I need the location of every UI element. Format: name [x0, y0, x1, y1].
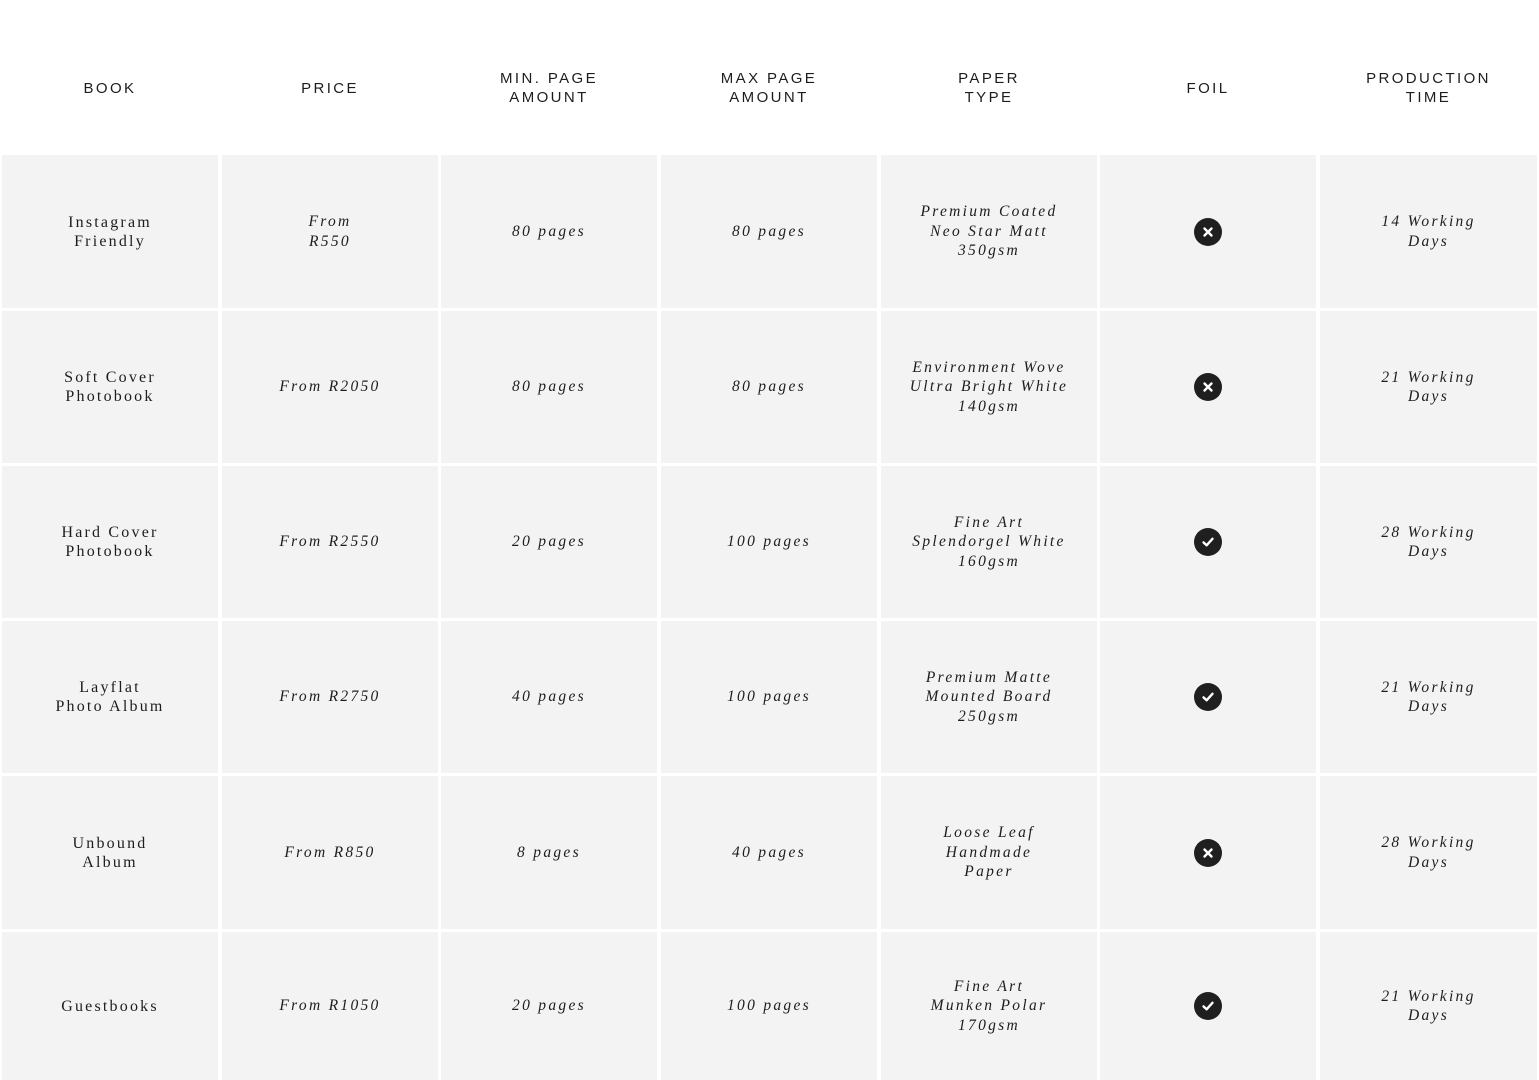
header-production-time: PRODUCTION TIME — [1366, 70, 1491, 106]
paper-type-cell — [881, 932, 1097, 1080]
min-pages: 8 pages — [517, 843, 581, 861]
foil-cell — [1100, 776, 1316, 929]
table-row — [0, 776, 1539, 929]
paper-type-cell — [881, 155, 1097, 308]
price: From R2050 — [279, 378, 381, 396]
production-time-cell — [1320, 776, 1537, 929]
paper-type: Premium Coated Neo Star Matt 350gsm — [920, 203, 1058, 260]
min-pages: 80 pages — [512, 222, 586, 240]
price-cell — [222, 776, 438, 929]
production-time: 28 Working Days — [1381, 834, 1476, 871]
production-time: 21 Working Days — [1381, 987, 1476, 1024]
table-row — [0, 155, 1539, 308]
foil-cell — [1100, 466, 1316, 618]
book-name-cell — [2, 776, 218, 929]
paper-type-cell — [881, 466, 1097, 618]
price-cell — [222, 466, 438, 618]
production-time: 21 Working Days — [1381, 678, 1476, 715]
price-cell — [222, 155, 438, 308]
table-row — [0, 621, 1539, 773]
max-pages-cell — [661, 932, 877, 1080]
max-pages-cell — [661, 466, 877, 618]
book-name: Layflat Photo Album — [55, 679, 165, 715]
paper-type-cell — [881, 621, 1097, 773]
cross-circle-icon — [1194, 373, 1222, 401]
min-pages: 40 pages — [512, 688, 586, 706]
price: From R850 — [284, 843, 376, 861]
price-cell — [222, 932, 438, 1080]
min-pages: 80 pages — [512, 378, 586, 396]
production-time-cell — [1320, 466, 1537, 618]
production-time-cell — [1320, 155, 1537, 308]
max-pages: 80 pages — [732, 378, 806, 396]
foil-cell — [1100, 932, 1316, 1080]
production-time-cell — [1320, 311, 1537, 463]
header-price: PRICE — [301, 79, 359, 97]
paper-type-cell — [881, 776, 1097, 929]
book-name: Hard Cover Photobook — [61, 524, 159, 560]
foil-cell — [1100, 155, 1316, 308]
max-pages: 80 pages — [732, 222, 806, 240]
production-time: 21 Working Days — [1381, 368, 1476, 405]
price: From R2750 — [279, 688, 381, 706]
book-name: Soft Cover Photobook — [64, 369, 156, 405]
max-pages: 40 pages — [732, 843, 806, 861]
check-circle-icon — [1194, 528, 1222, 556]
production-time-cell — [1320, 932, 1537, 1080]
book-name-cell — [2, 311, 218, 463]
max-pages-cell — [661, 621, 877, 773]
max-pages: 100 pages — [727, 688, 811, 706]
min-pages-cell — [441, 311, 657, 463]
price-cell — [222, 311, 438, 463]
cross-circle-icon — [1194, 218, 1222, 246]
price-cell — [222, 621, 438, 773]
header-paper-type: PAPER TYPE — [958, 70, 1020, 106]
paper-type: Environment Wove Ultra Bright White 140gsm — [909, 358, 1069, 415]
min-pages-cell — [441, 621, 657, 773]
header-max-page-amount: MAX PAGE AMOUNT — [720, 70, 818, 106]
foil-cell — [1100, 621, 1316, 773]
min-pages-cell — [441, 155, 657, 308]
table-row — [0, 311, 1539, 463]
header-foil: FOIL — [1186, 79, 1230, 97]
cross-circle-icon — [1194, 839, 1222, 867]
min-pages-cell — [441, 932, 657, 1080]
book-name: Guestbooks — [61, 997, 159, 1015]
book-name-cell — [2, 621, 218, 773]
max-pages: 100 pages — [727, 533, 811, 551]
paper-type: Fine Art Splendorgel White 160gsm — [912, 513, 1066, 570]
book-name-cell — [2, 466, 218, 618]
table-header — [0, 0, 1539, 154]
min-pages: 20 pages — [512, 533, 586, 551]
book-name: Instagram Friendly — [68, 213, 152, 250]
paper-type: Loose Leaf Handmade Paper — [943, 824, 1035, 881]
check-circle-icon — [1194, 992, 1222, 1020]
price: From R2550 — [279, 533, 381, 551]
paper-type-cell — [881, 311, 1097, 463]
max-pages-cell — [661, 311, 877, 463]
book-name-cell — [2, 932, 218, 1080]
table-row — [0, 932, 1539, 1080]
min-pages: 20 pages — [512, 997, 586, 1015]
check-circle-icon — [1194, 683, 1222, 711]
foil-cell — [1100, 311, 1316, 463]
production-time: 14 Working Days — [1381, 213, 1476, 250]
table-row — [0, 466, 1539, 618]
min-pages-cell — [441, 776, 657, 929]
production-time-cell — [1320, 621, 1537, 773]
production-time: 28 Working Days — [1381, 523, 1476, 560]
max-pages-cell — [661, 155, 877, 308]
book-name-cell — [2, 155, 218, 308]
price: From R550 — [308, 213, 352, 250]
paper-type: Premium Matte Mounted Board 250gsm — [925, 668, 1053, 725]
max-pages: 100 pages — [727, 997, 811, 1015]
paper-type: Fine Art Munken Polar 170gsm — [930, 977, 1048, 1034]
book-name: Unbound Album — [72, 834, 148, 871]
price: From R1050 — [279, 997, 381, 1015]
header-min-page-amount: MIN. PAGE AMOUNT — [500, 70, 598, 106]
max-pages-cell — [661, 776, 877, 929]
header-book: BOOK — [83, 79, 137, 97]
min-pages-cell — [441, 466, 657, 618]
